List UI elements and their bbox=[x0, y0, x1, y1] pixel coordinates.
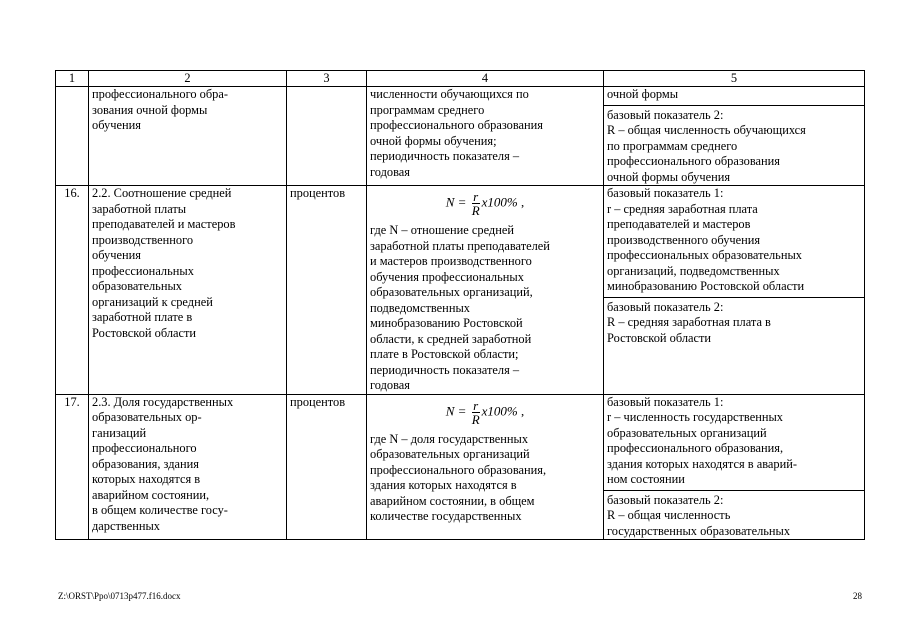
header-col-1: 1 bbox=[56, 71, 89, 87]
table-row-16 bbox=[56, 186, 865, 395]
table-row-17 bbox=[56, 394, 865, 540]
base-indicator-2: базовый показатель 2: R – средняя заработная плата в Ростовской области bbox=[604, 297, 864, 347]
indicators-table bbox=[55, 70, 865, 540]
header-col-5: 5 bbox=[604, 71, 865, 87]
base-indicator-1: очной формы bbox=[607, 87, 679, 101]
row-number: 17. bbox=[56, 394, 89, 540]
indicator-name: профессионального обра- зования очной формы обучения bbox=[89, 87, 287, 186]
formula: N = $\frac{r}{R}$ x100% , bbox=[445, 189, 525, 218]
base-indicator-2: базовый показатель 2: R – общая численность государственных образовательных bbox=[604, 490, 864, 540]
method-cell bbox=[367, 394, 604, 540]
base-indicator-2: базовый показатель 2: R – общая численность обучающихся по программам среднего профессионального образования очной формы обучения bbox=[604, 105, 864, 186]
base-indicator-1: базовый показатель 1: r – средняя заработная плата преподавателей и мастеров производственного обучения профессиональных образовательных организаций, подведомственных минобразованию Ростовской области bbox=[607, 186, 805, 293]
method-text: где N – доля государственных образовательных организаций профессионального образования, здания которых находятся в аварийном состоянии, в общем количестве государственных bbox=[370, 431, 547, 523]
base-indicators-cell bbox=[604, 87, 865, 186]
indicator-name: 2.2. Соотношение средней заработной платы преподавателей и мастеров производственного обучения профессиональных образовательных организаций к средней заработной плате в Ростовской области bbox=[89, 186, 287, 395]
unit-cell: процентов bbox=[287, 394, 367, 540]
header-col-4: 4 bbox=[367, 71, 604, 87]
row-number bbox=[56, 87, 89, 186]
base-indicators-cell bbox=[604, 394, 865, 540]
header-col-3: 3 bbox=[287, 71, 367, 87]
header-col-2: 2 bbox=[89, 71, 287, 87]
base-indicator-1: базовый показатель 1: r – численность государственных образовательных организаций профессионального образования, здания которых находятся в аварий- ном состоянии bbox=[607, 394, 797, 486]
method-cell bbox=[367, 186, 604, 395]
page-number: 28 bbox=[853, 591, 862, 601]
table-header-row bbox=[56, 71, 865, 87]
unit-cell: процентов bbox=[287, 186, 367, 395]
method-cell: численности обучающихся по программам среднего профессионального образования очной формы обучения; периодичность показателя – годовая bbox=[367, 87, 604, 186]
indicator-name: 2.3. Доля государственных образовательных ор- ганизаций профессионального образования, здания которых находятся в аварийном состоянии, в общем количестве госу- дарственных bbox=[89, 394, 287, 540]
method-text: где N – отношение средней заработной платы преподавателей и мастеров производственного обучения профессиональных образовательных организаций, подведомственных минобразованию Ростовской области, к средней заработной плате в Ростовской области; периодичность показателя – годовая bbox=[370, 223, 550, 392]
unit-cell bbox=[287, 87, 367, 186]
formula: N = $\frac{r}{R}$ x100% , bbox=[445, 397, 525, 427]
row-number: 16. bbox=[56, 186, 89, 395]
base-indicators-cell bbox=[604, 186, 865, 395]
table-row-continuation bbox=[56, 87, 865, 186]
footer-file-path: Z:\ORST\Ppo\0713p477.f16.docx bbox=[58, 591, 181, 601]
